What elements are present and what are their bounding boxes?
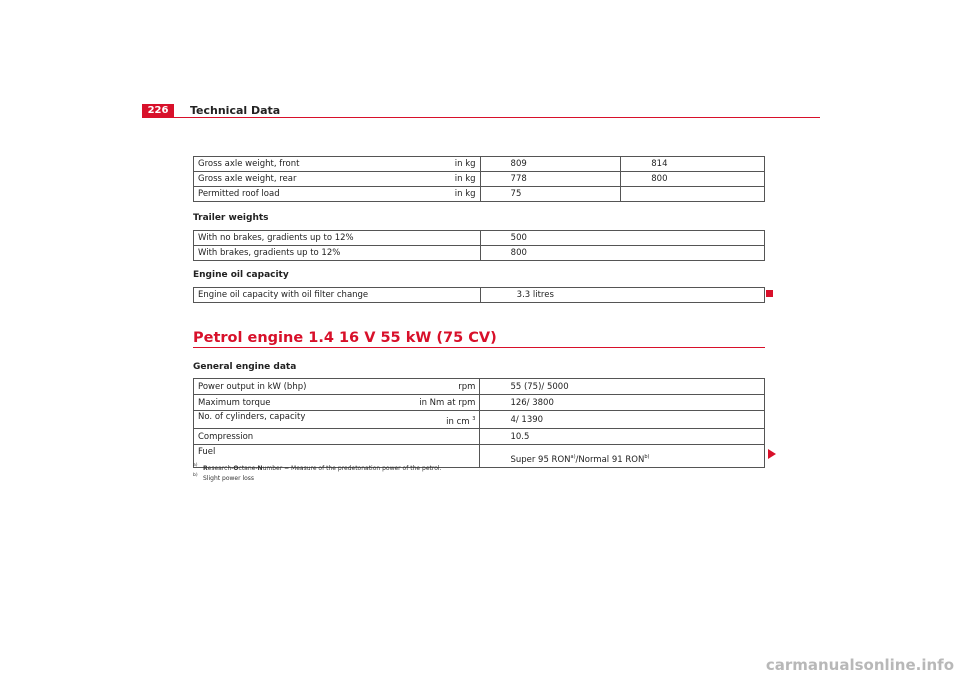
row-label: With no brakes, gradients up to 12% [194, 231, 481, 246]
trailer-heading: Trailer weights [193, 213, 269, 223]
row-label: No. of cylinders, capacity [198, 412, 306, 423]
footnote-text: Slight power loss [203, 475, 255, 482]
row-label-cell [194, 187, 481, 202]
unit-superscript: 3 [472, 416, 476, 423]
row-value: 55 (75)/ 5000 [480, 379, 765, 395]
row-unit [446, 412, 475, 427]
continue-arrow-icon [768, 449, 776, 459]
watermark-logo: carmanualsonline.info [765, 656, 954, 674]
row-value [621, 187, 765, 202]
page-number: 226 [142, 104, 174, 117]
footnote-marker: a) [193, 463, 198, 468]
row-value: 126/ 3800 [480, 395, 765, 411]
footnote-marker: b) [193, 473, 198, 478]
table-row [194, 187, 765, 202]
table-row [194, 246, 765, 261]
header-rule [142, 117, 820, 118]
row-label: With brakes, gradients up to 12% [194, 246, 481, 261]
footnote-ref: b) [644, 454, 650, 461]
row-unit: in kg [454, 159, 476, 169]
unit-text: in cm [446, 416, 470, 427]
row-label: Fuel [194, 445, 480, 468]
row-value: 809 [480, 157, 621, 172]
table-row [194, 379, 765, 395]
section-end-marker [766, 290, 773, 297]
row-value: 778 [480, 172, 621, 187]
table-row [194, 157, 765, 172]
row-value: 4/ 1390 [480, 411, 765, 429]
row-unit: in kg [454, 189, 476, 199]
fuel-super: Super 95 RON [510, 455, 571, 465]
row-label: Gross axle weight, front [198, 159, 300, 169]
engine-subheading: General engine data [193, 362, 297, 372]
row-label-cell [194, 172, 481, 187]
row-label-cell [194, 379, 480, 395]
section-title: Petrol engine 1.4 16 V 55 kW (75 CV) [193, 330, 497, 346]
row-value: 500 [480, 231, 764, 246]
row-unit: in kg [454, 174, 476, 184]
footnote-text: Research-Octane-Number = Measure of the predetonation power of the petrol. [203, 465, 442, 472]
row-label: Permitted roof load [198, 189, 280, 199]
row-value: 3.3 litres [480, 288, 764, 303]
oil-heading: Engine oil capacity [193, 270, 289, 280]
section-rule [193, 347, 765, 348]
row-value [480, 445, 765, 468]
table-row [194, 411, 765, 429]
row-unit: in Nm at rpm [419, 397, 476, 408]
table-row [194, 429, 765, 445]
row-label: Power output in kW (bhp) [198, 381, 307, 392]
row-value: 814 [621, 157, 765, 172]
row-label: Gross axle weight, rear [198, 174, 297, 184]
row-label: Maximum torque [198, 397, 271, 408]
row-label-cell [194, 157, 481, 172]
row-value: 10.5 [480, 429, 765, 445]
oil-table [193, 287, 765, 303]
row-value: 75 [480, 187, 621, 202]
footnote-ref: a) [570, 454, 576, 461]
row-label: Engine oil capacity with oil filter change [194, 288, 481, 303]
weights-table [193, 156, 765, 202]
row-label: Compression [194, 429, 480, 445]
table-row [194, 395, 765, 411]
table-row [194, 231, 765, 246]
row-unit: rpm [458, 381, 476, 392]
row-label-cell [194, 411, 480, 429]
engine-table [193, 378, 765, 468]
row-value: 800 [480, 246, 764, 261]
table-row [194, 288, 765, 303]
table-row [194, 172, 765, 187]
page-title: Technical Data [190, 104, 281, 117]
row-value: 800 [621, 172, 765, 187]
row-label-cell [194, 395, 480, 411]
trailer-table [193, 230, 765, 261]
fuel-normal: /Normal 91 RON [575, 455, 645, 465]
